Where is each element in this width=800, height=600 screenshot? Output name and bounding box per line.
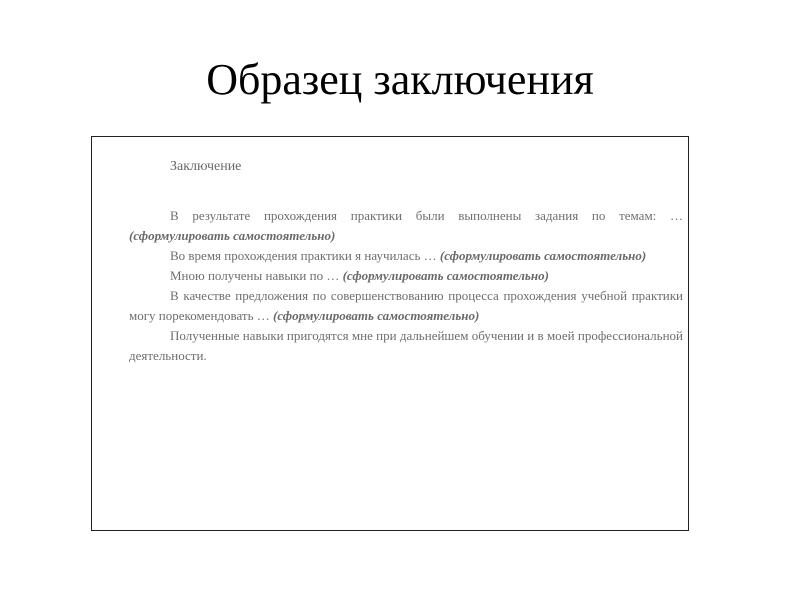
paragraph-text: Полученные навыки пригодятся мне при дальнейшем обучении и в моей профессиональной деятельности. [129,328,683,363]
document-frame [91,136,689,531]
paragraph-text: В качестве предложения по совершенствованию процесса прохождения учебной практики могу порекомендовать … [129,288,683,323]
paragraph-skills [129,266,683,286]
paragraph-future [129,326,683,366]
paragraph-results [129,206,683,246]
document-body [129,157,683,366]
placeholder-text: (сформулировать самостоятельно) [273,308,480,323]
paragraph-learned [129,246,683,266]
paragraph-suggestions [129,286,683,326]
placeholder-text: (сформулировать самостоятельно) [439,248,647,263]
slide-title: Образец заключения [206,55,594,104]
paragraph-text: Во время прохождения практики я научилась … [170,248,440,263]
document-heading: Заключение [170,159,242,174]
placeholder-text: (сформулировать самостоятельно) [129,228,336,243]
paragraph-text: В результате прохождения практики были выполнены задания по темам: … [170,208,683,223]
paragraph-text: Мною получены навыки по … [170,268,343,283]
placeholder-text: (сформулировать самостоятельно) [342,268,549,283]
